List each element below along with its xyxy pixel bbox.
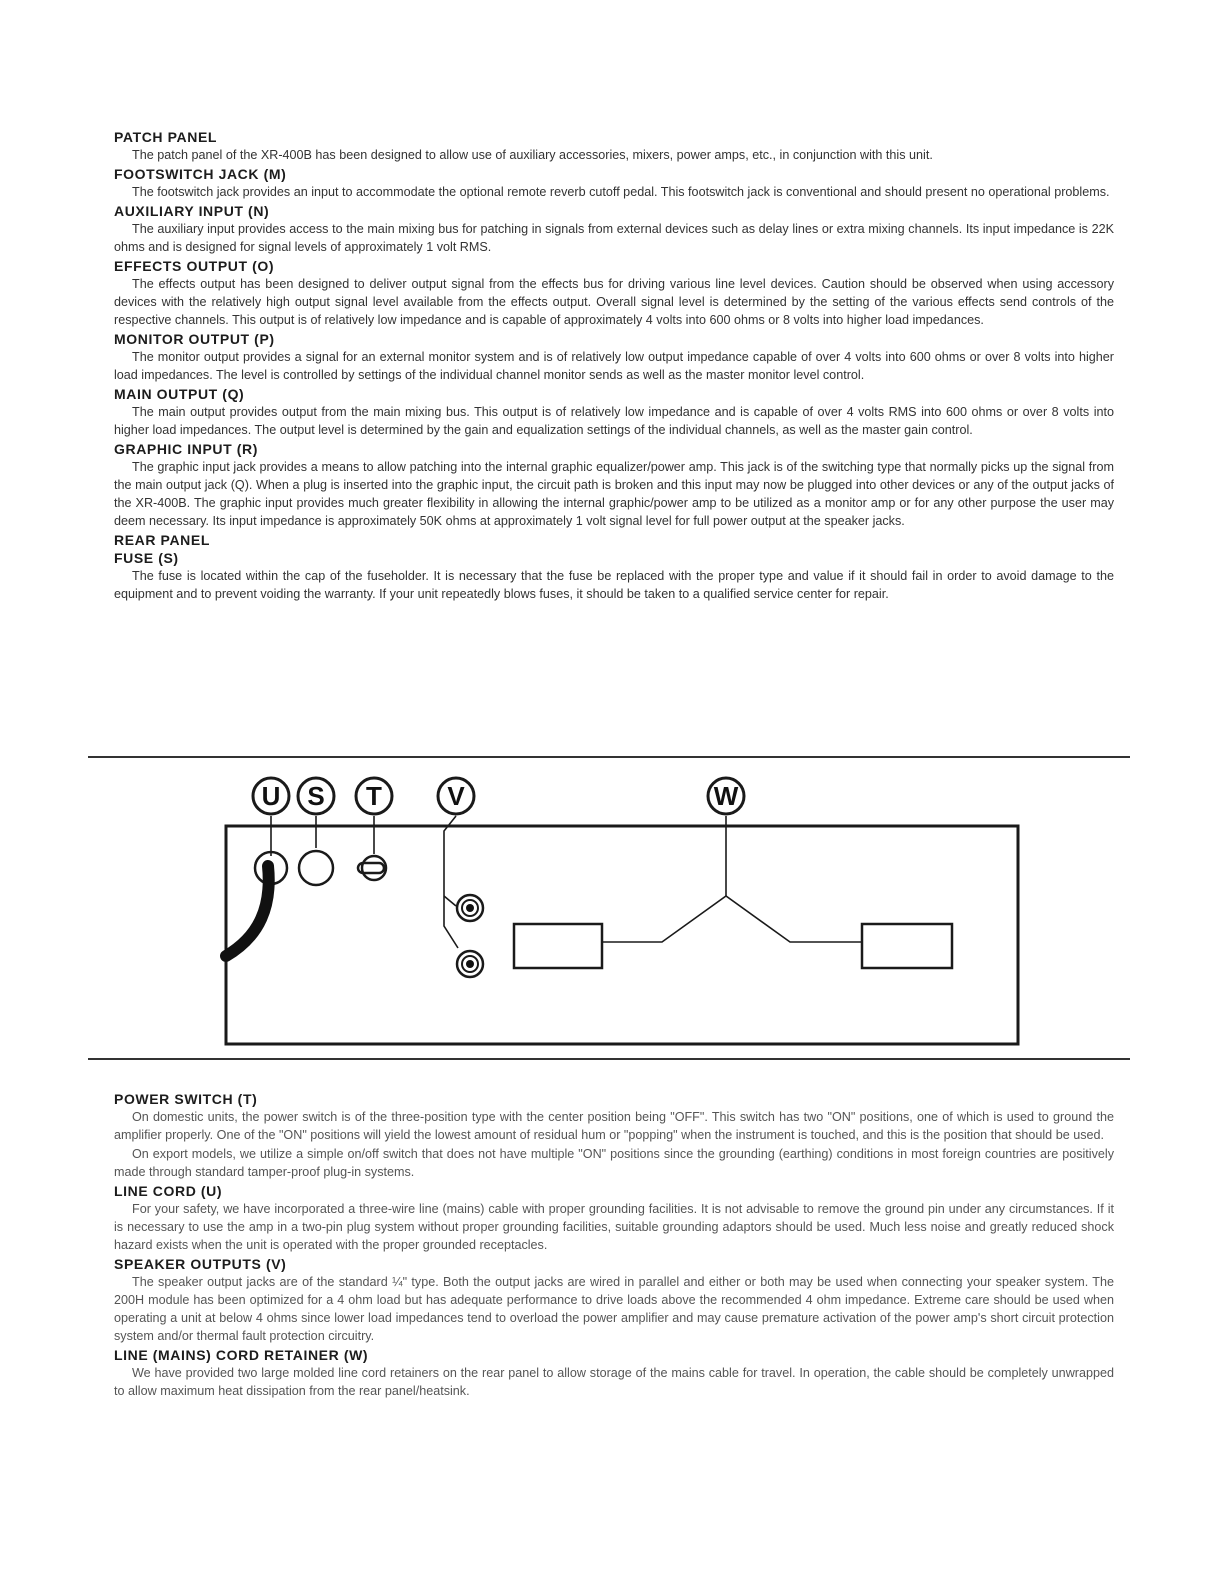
label-s-text: S <box>307 781 325 811</box>
label-v <box>438 778 474 814</box>
top-divider <box>88 756 1130 758</box>
section-heading: FOOTSWITCH JACK (M) <box>114 166 287 182</box>
label-w-text: W <box>713 781 739 811</box>
section <box>114 385 1114 439</box>
section <box>114 330 1114 384</box>
line-cord <box>226 866 269 956</box>
retainer-leader-lines <box>602 896 862 942</box>
section <box>114 128 1114 164</box>
section <box>114 165 1114 201</box>
power-switch <box>358 856 386 880</box>
section <box>114 257 1114 329</box>
bottom-divider <box>88 1058 1130 1060</box>
bottom-text-column <box>114 1090 1114 1401</box>
section-paragraph: The effects output has been designed to deliver output signal from the effects bus for driving various line level devices. Caution should be observed when using accessory devices with the relatively high output signal level available from the effects output. Overall signal level is determined by the setting of the various effects send controls of the respective channels. This output is of relatively low impedance and is capable of approximately 4 volts into 600 ohms or 8 volts into higher load impedances. <box>114 277 1114 327</box>
section-paragraph: The footswitch jack provides an input to accommodate the optional remote reverb cutoff pedal. This footswitch jack is conventional and should present no operational problems. <box>132 185 1110 199</box>
label-w <box>708 778 744 814</box>
section-paragraph: The main output provides output from the main mixing bus. This output is of relatively low impedance and is capable of over 4 volts RMS into 600 ohms or over 8 volts into higher load impedances. The output level is determined by the gain and equalization settings of the individual channels, as well as the master gain control. <box>114 405 1114 437</box>
section-heading: FUSE (S) <box>114 550 179 566</box>
leader-line-v-branch <box>444 896 456 906</box>
section-heading: SPEAKER OUTPUTS (V) <box>114 1256 287 1272</box>
section-paragraph: On export models, we utilize a simple on/off switch that does not have multiple "ON" positions since the grounding (earthing) conditions in most foreign countries are positively made through standard tamper-proof plug-in systems. <box>114 1147 1114 1179</box>
section-paragraph: The graphic input jack provides a means to allow patching into the internal graphic equalizer/power amp. This jack is of the switching type that normally picks up the signal from the main output jack (Q). When a plug is inserted into the graphic input, the circuit path is broken and this input may now be plugged into other devices or any of the output jacks of the XR-400B. The graphic input provides much greater flexibility in allowing the internal graphic/power amp to be utilized as a monitor amp or for any other purpose the user may deem necessary. Its input impedance is approximately 50K ohms at approximately 1 volt signal level for full power output at the speaker jacks. <box>114 460 1114 528</box>
section-heading: LINE (MAINS) CORD RETAINER (W) <box>114 1347 369 1363</box>
label-t <box>356 778 392 814</box>
section <box>114 202 1114 256</box>
top-text-column <box>114 128 1114 604</box>
section-heading: POWER SWITCH (T) <box>114 1091 258 1107</box>
speaker-output-jack-2 <box>457 951 483 977</box>
label-u <box>253 778 289 814</box>
section-paragraph: The speaker output jacks are of the standard ¼" type. Both the output jacks are wired in parallel and either or both may be used when connecting your speaker system. The 200H module has been optimized for a 4 ohm load but has adequate performance to drive loads above the recommended 4 ohm impedance. Extreme care should be used when operating a unit at below 4 ohms since lower load impedances tend to overload the power amplifier and may cause premature activation of the power amp's short circuit protection system and/or thermal fault protection circuitry. <box>114 1275 1114 1343</box>
leader-line-v <box>444 816 458 948</box>
section-heading: MAIN OUTPUT (Q) <box>114 386 245 402</box>
rear-panel-diagram <box>210 766 1030 1050</box>
rear-panel-outline <box>226 826 1018 1044</box>
section-paragraph: For your safety, we have incorporated a three-wire line (mains) cable with proper grounding facilities. It is not advisable to remove the ground pin under any circumstances. If it is necessary to use the amp in a two-pin plug system without proper grounding facilities, suitable grounding adaptors should be used. Much less noise and greatly reduced shock hazard exists when the unit is operated with the proper grounded receptacles. <box>114 1202 1114 1252</box>
label-s <box>298 778 334 814</box>
section-paragraph: The auxiliary input provides access to the main mixing bus for patching in signals from external devices such as delay lines or extra mixing channels. Its input impedance is 22K ohms and is designed for signal levels of approximately 1 volt RMS. <box>114 222 1114 254</box>
section <box>114 531 1114 549</box>
speaker-output-jack-1 <box>457 895 483 921</box>
section <box>114 1255 1114 1345</box>
section <box>114 440 1114 530</box>
section-paragraph: We have provided two large molded line cord retainers on the rear panel to allow storage of the mains cable for travel. In operation, the cable should be completely unwrapped to allow maximum heat dissipation from the rear panel/heatsink. <box>114 1366 1114 1398</box>
section-heading: REAR PANEL <box>114 532 210 548</box>
label-v-text: V <box>447 781 465 811</box>
section-paragraph: The monitor output provides a signal for an external monitor system and is of relatively low output impedance capable of over 4 volts into 600 ohms or over 8 volts into higher load impedances. The level is controlled by settings of the individual channel monitor sends as well as the master monitor level control. <box>114 350 1114 382</box>
section-heading: MONITOR OUTPUT (P) <box>114 331 275 347</box>
label-u-text: U <box>261 781 281 811</box>
section-heading: GRAPHIC INPUT (R) <box>114 441 258 457</box>
section <box>114 1090 1114 1181</box>
section-paragraph: The fuse is located within the cap of the fuseholder. It is necessary that the fuse be replaced with the proper type and value if it should fail in order to avoid damage to the equipment and to prevent voiding the warranty. If your unit repeatedly blows fuses, it should be taken to a qualified service center for repair. <box>114 569 1114 601</box>
cord-retainer-right <box>862 924 952 968</box>
section <box>114 1346 1114 1400</box>
section-paragraph: The patch panel of the XR-400B has been designed to allow use of auxiliary accessories, mixers, power amps, etc., in conjunction with this unit. <box>132 148 933 162</box>
section <box>114 549 1114 603</box>
section-heading: EFFECTS OUTPUT (O) <box>114 258 275 274</box>
section-heading: LINE CORD (U) <box>114 1183 223 1199</box>
section-heading: PATCH PANEL <box>114 129 218 145</box>
section <box>114 1182 1114 1254</box>
fuse-holder <box>299 851 333 885</box>
section-paragraph: On domestic units, the power switch is of the three-position type with the center position being "OFF". This switch has two "ON" positions, one of which is used to ground the amplifier properly. One of the "ON" positions will yield the lowest amount of residual hum or "popping" when the instrument is touched, and this is the position that should be used. <box>114 1110 1114 1142</box>
section-heading: AUXILIARY INPUT (N) <box>114 203 270 219</box>
label-t-text: T <box>366 781 382 811</box>
cord-retainer-left <box>514 924 602 968</box>
